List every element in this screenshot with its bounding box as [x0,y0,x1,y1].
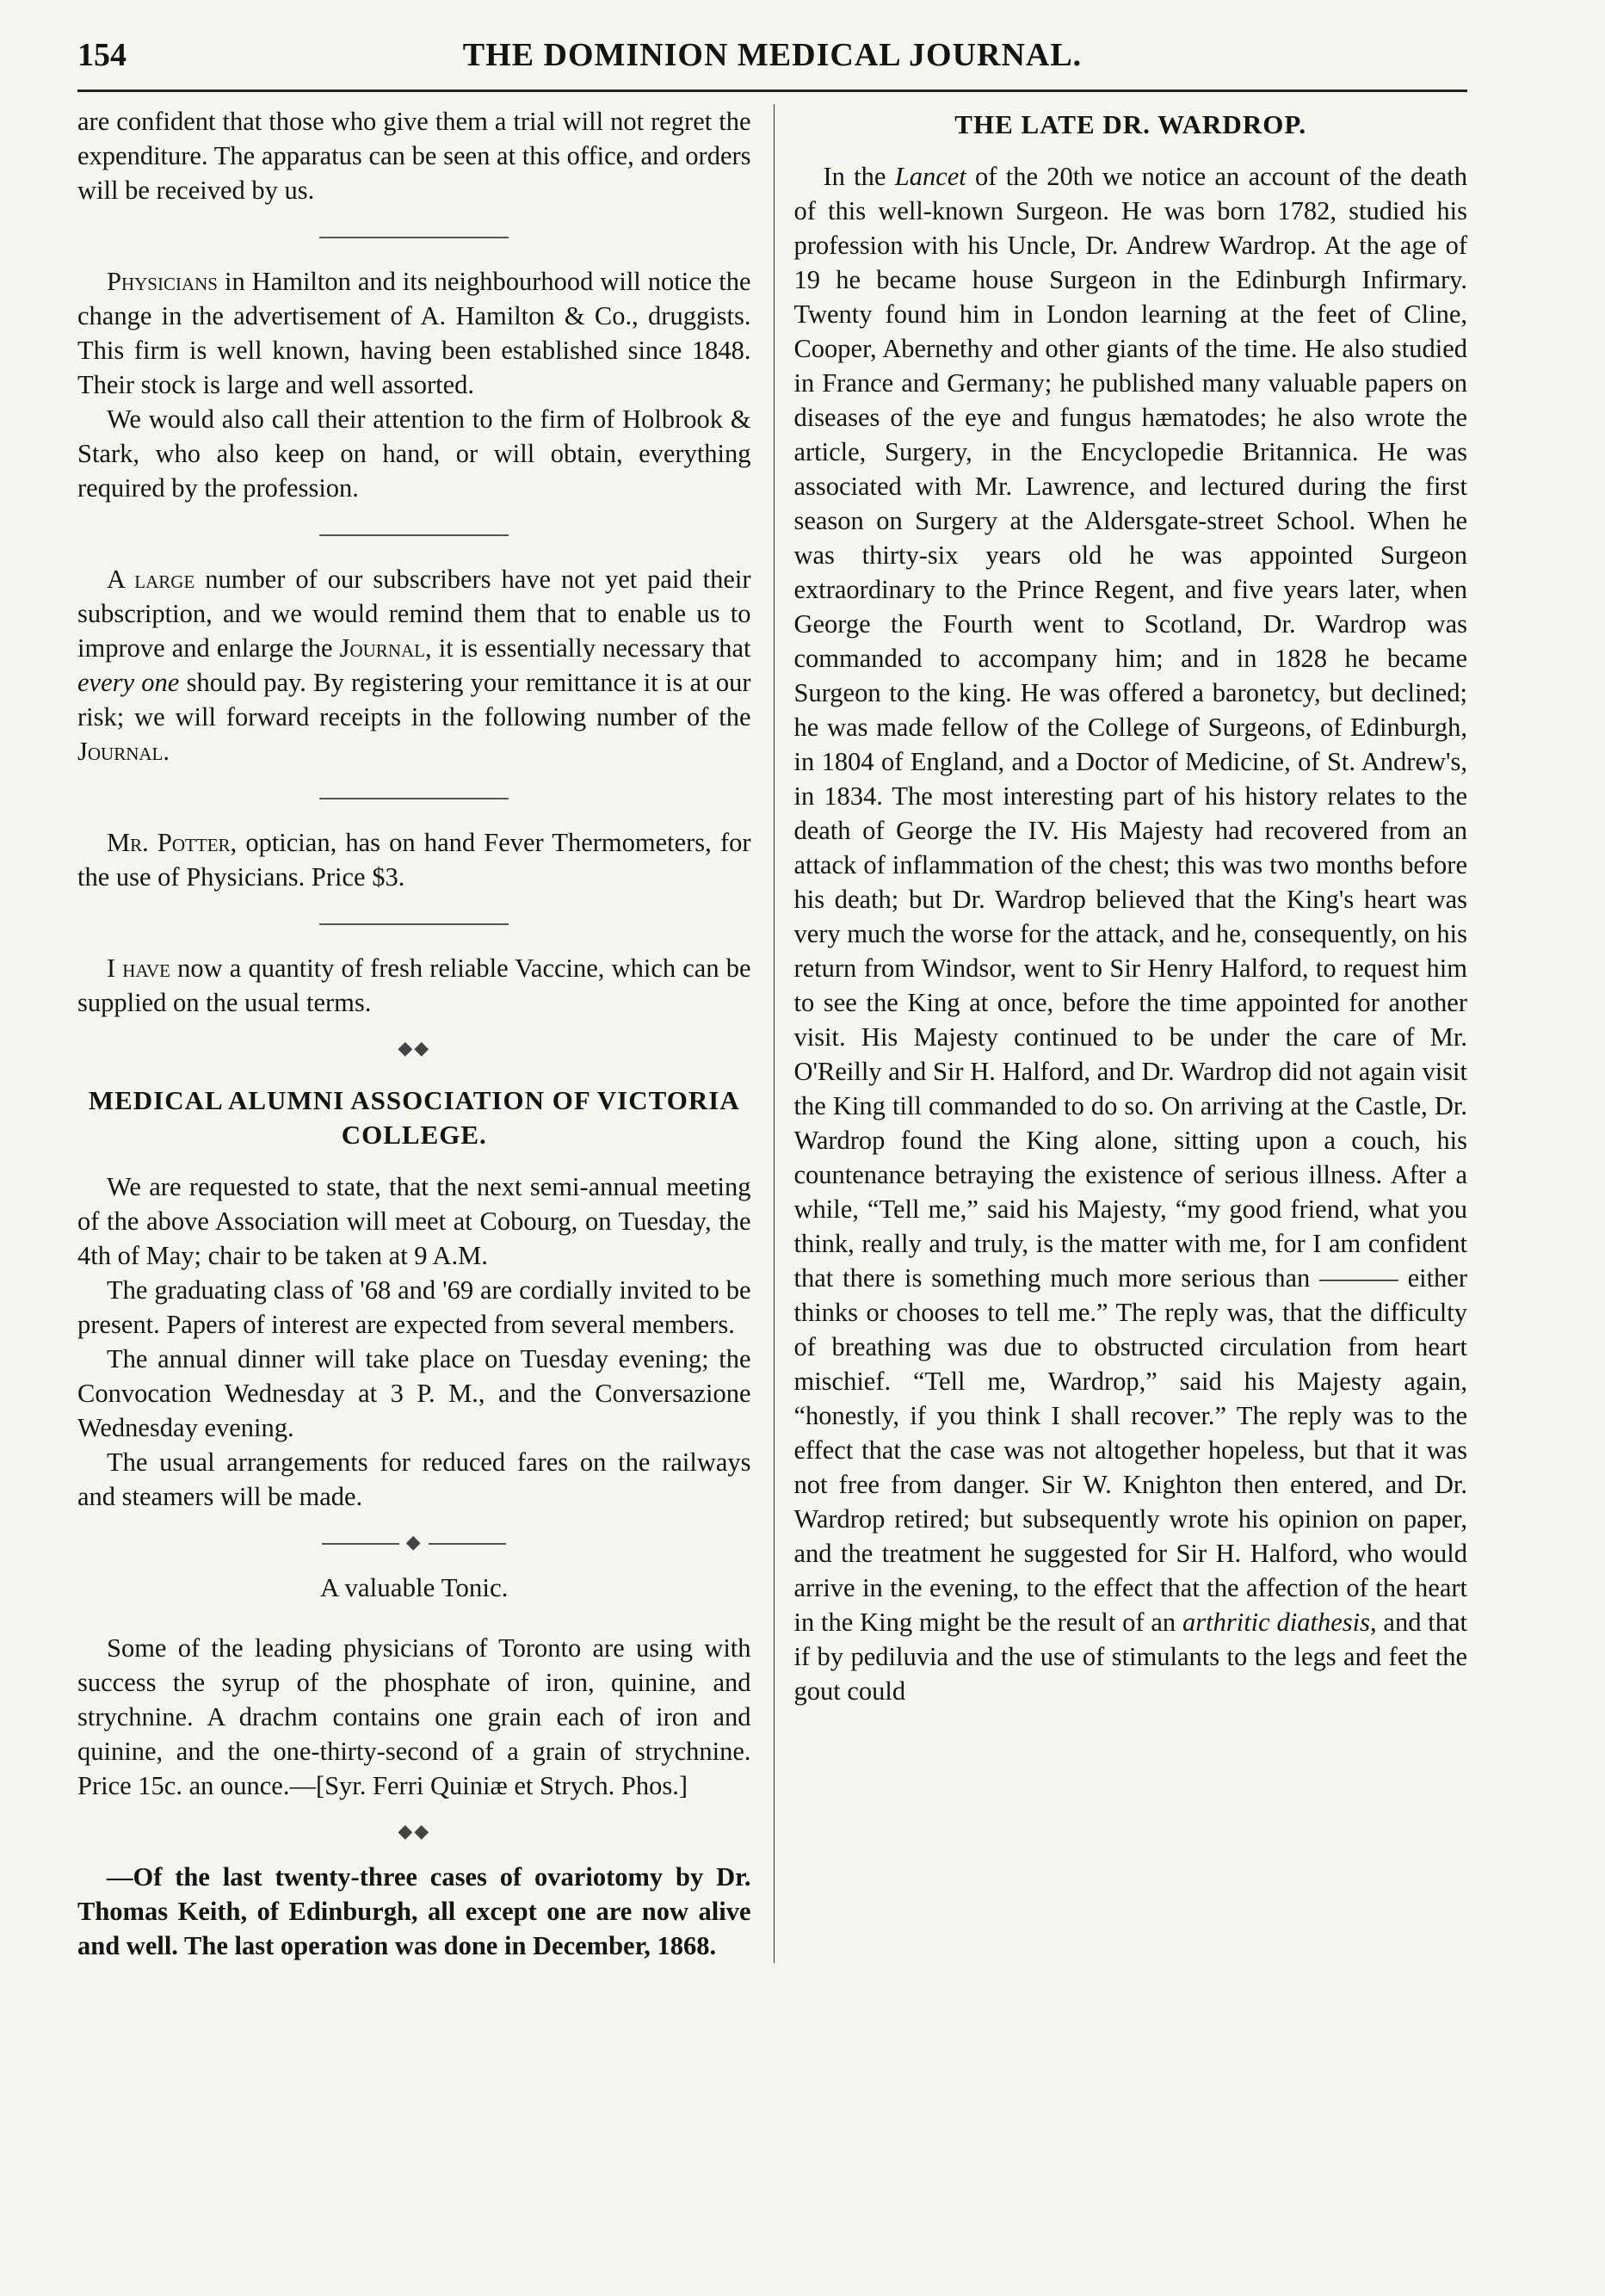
ornamental-divider: ◆◆ [398,1820,431,1842]
running-head: THE DOMINION MEDICAL JOURNAL. [462,37,1083,73]
paragraph: Some of the leading physicians of Toronto are using with success the syrup of the phosphate of iron, quinine, and strychnine. A drachm contains one grain each of iron and quinine, and the one-thirty-second of a grain of strychnine. Price 15c. an ounce.—[Syr. Ferri Quiniæ et Strych. Phos.] [77,1633,751,1800]
right-column [778,104,1467,1963]
paragraph: The usual arrangements for reduced fares on the railways and steamers will be made. [77,1447,751,1511]
section-title: MEDICAL ALUMNI ASSOCIATION OF VICTORIA COLLEGE. [88,1085,740,1150]
subhead: A valuable Tonic. [320,1572,509,1602]
paragraph: We are requested to state, that the next semi-annual meeting of the above Association will meet at Cobourg, on Tuesday, the 4th of May; chair to be taken at 9 A.M. [77,1172,751,1270]
page-number: 154 [77,37,127,73]
paragraph: A large number of our subscribers have not yet paid their subscription, and we would remind them that to enable us to improve and enlarge the Journal, it is essentially necessary that every one should pay. By registering your remittance it is at our risk; we will forward receipts in the following number of the Journal. [77,565,751,766]
left-column [77,104,770,1963]
ornamental-divider [77,521,751,546]
paragraph: The graduating class of '68 and '69 are cordially invited to be present. Papers of interest are expected from several members. [77,1275,751,1339]
ornamental-divider [77,223,751,249]
page-header [77,36,1467,83]
paragraph: —Of the last twenty-three cases of ovariotomy by Dr. Thomas Keith, of Edinburgh, all except one are now alive and well. The last operation was done in December, 1868. [77,1862,751,1960]
column-rule [774,104,775,1963]
section-title: THE LATE DR. WARDROP. [954,109,1307,139]
ornamental-divider: ◆ [77,1529,751,1555]
paragraph: The annual dinner will take place on Tuesday evening; the Convocation Wednesday at 3 P. M., and the Conversazione Wednesday evening. [77,1344,751,1442]
paragraph: In the Lancet of the 20th we notice an account of the death of this well-known Surgeon. He was born 1782, studied his profession with his Uncle, Dr. Andrew Wardrop. At the age of 19 he became house Surgeon in the Edinburgh Infirmary. Twenty found him in London learning at the feet of Cline, Cooper, Abernethy and other giants of the time. He also studied in France and Germany; he published many valuable papers on diseases of the eye and fungus hæmatodes; he also wrote the article, Surgery, in the Encyclopedie Britannica. He was associated with Mr. Lawrence, and lectured during the first season on Surgery at the Aldersgate-street School. When he was thirty-six years old he was appointed Surgeon extraordinary to the Prince Regent, and five years later, when George the Fourth went to Scotland, Dr. Wardrop was commanded to accompany him; and in 1828 he became Surgeon to the king. He was offered a baronetcy, but declined; he was made fellow of the College of Surgeons, of Edinburgh, in 1804 of England, and a Doctor of Medicine, of St. Andrew's, in 1834. The most interesting part of his history relates to the death of George the IV. His Majesty had recovered from an attack of inflammation of the chest; this was two months before his death; but Dr. Wardrop believed that the King's heart was very much the worse for the attack, and he, consequently, on his return from Windsor, went to Sir Henry Halford, to request him to see the King at once, before the time appointed for another visit. His Majesty continued to be under the care of Mr. O'Reilly and Sir H. Halford, and Dr. Wardrop did not again visit the King till commanded to do so. On arriving at the Castle, Dr. Wardrop found the King alone, sitting upon a couch, his countenance betraying the existence of serious illness. After a while, “Tell me,” said his Majesty, “my good friend, what you think, really and truly, is the matter with me, for I am confident that there is something much more serious than ——— either thinks or chooses to tell me.” The reply was, that the difficulty of breathing was due to obstructed circulation from heart mischief. “Tell me, Wardrop,” said his Majesty again, “honestly, if you think I shall recover.” The reply was to the effect that the case was not altogether hopeless, but that it was not free from danger. Sir W. Knighton then entered, and Dr. Wardrop retired; but subsequently wrote his opinion on paper, and the treatment he suggested for Sir H. Halford, who would arrive in the evening, to the effect that the affection of the heart in the King might be the result of an arthritic diathesis, and that if by pediluvia and the use of stimulants to the legs and feet the gout could [793,162,1468,1706]
paragraph: We would also call their attention to the firm of Holbrook & Stark, who also keep on hand, or will obtain, everything required by the profession. [77,404,751,503]
paragraph: I have now a quantity of fresh reliable Vaccine, which can be supplied on the usual terms. [77,954,751,1017]
paragraph: Mr. Potter, optician, has on hand Fever Thermometers, for the use of Physicians. Price $3. [77,828,751,892]
ornamental-divider: ◆◆ [398,1037,431,1059]
paragraph: are confident that those who give them a trial will not regret the expenditure. The apparatus can be seen at this office, and orders will be received by us. [77,107,751,205]
paragraph: Physicians in Hamilton and its neighbourhood will notice the change in the advertisement of A. Hamilton & Co., druggists. This firm is well known, having been established since 1848. Their stock is large and well assorted. [77,267,751,399]
header-rule [77,89,1467,92]
columns [77,104,1467,1963]
ornamental-divider [77,910,751,935]
ornamental-divider [77,784,751,810]
